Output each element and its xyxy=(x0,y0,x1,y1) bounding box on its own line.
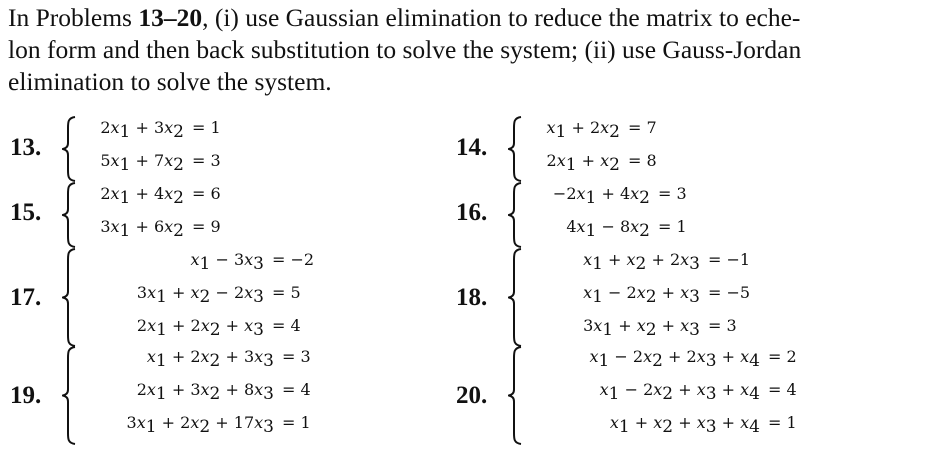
equation xyxy=(84,413,344,437)
equation-rhs: = 4 xyxy=(282,380,311,399)
equation-rhs: = 4 xyxy=(272,316,301,335)
instructions xyxy=(8,2,908,98)
equation-lhs: $-2x_1 + 4x_2$ xyxy=(552,184,650,208)
equation-lhs: $2x_1 + 3x_2$ xyxy=(100,118,184,142)
equation xyxy=(84,380,344,404)
equation-rhs: = 1 xyxy=(768,413,797,432)
equation xyxy=(530,283,770,307)
equation xyxy=(530,184,720,208)
equation-rhs: = 3 xyxy=(192,151,221,170)
equation-lhs: $3x_1 + 2x_2 + 17x_3$ xyxy=(126,413,274,437)
equation-rhs: = 3 xyxy=(658,184,687,203)
equation-rhs: = −5 xyxy=(708,283,751,302)
equation-lhs: $x_1 + 2x_2$ xyxy=(546,118,620,142)
problem-number: 18. xyxy=(456,284,488,311)
problem-number: 17. xyxy=(10,284,42,311)
equation-rhs: = 1 xyxy=(282,413,311,432)
equation-rhs: = 5 xyxy=(272,283,301,302)
equation-lhs: $x_1 + x_2 + 2x_3$ xyxy=(583,250,700,274)
problem-number: 15. xyxy=(10,199,42,226)
equation xyxy=(84,250,334,274)
equation-rhs: = 3 xyxy=(708,316,737,335)
instruction-line-1: In Problems 13–20, (i) use Gaussian elimination to reduce the matrix to eche- xyxy=(8,3,801,32)
equation xyxy=(84,118,254,142)
equation xyxy=(530,347,830,371)
equation xyxy=(84,151,254,175)
left-brace xyxy=(508,346,522,445)
equation xyxy=(84,347,344,371)
equation-lhs: $3x_1 + x_2 + x_3$ xyxy=(583,316,700,340)
equation xyxy=(84,217,254,241)
problem-number: 20. xyxy=(456,382,488,409)
equation-rhs: = 6 xyxy=(192,184,221,203)
equation-rhs: = 2 xyxy=(768,347,797,366)
problem-number: 19. xyxy=(10,382,42,409)
equation-lhs: $5x_1 + 7x_2$ xyxy=(100,151,184,175)
problem-number: 13. xyxy=(10,134,42,161)
equation-lhs: $x_1 - 2x_2 + 2x_3 + x_4$ xyxy=(589,347,760,371)
equation xyxy=(530,250,770,274)
left-brace xyxy=(508,248,522,347)
equation-lhs: $3x_1 + x_2 - 2x_3$ xyxy=(136,283,264,307)
equation-rhs: = −1 xyxy=(708,250,751,269)
equation-rhs: = −2 xyxy=(272,250,315,269)
equation xyxy=(530,151,690,175)
equation-lhs: $2x_1 + 3x_2 + 8x_3$ xyxy=(136,380,274,404)
problem-number: 16. xyxy=(456,199,488,226)
left-brace xyxy=(508,116,522,182)
equation xyxy=(530,217,720,241)
equation-rhs: = 8 xyxy=(628,151,657,170)
equation xyxy=(84,316,334,340)
equation-lhs: $x_1 + x_2 + x_3 + x_4$ xyxy=(609,413,760,437)
instruction-line-2: lon form and then back substitution to solve the system; (ii) use Gauss-Jordan xyxy=(8,35,802,64)
equation xyxy=(530,316,770,340)
equation xyxy=(84,184,254,208)
equation-lhs: $4x_1 - 8x_2$ xyxy=(566,217,650,241)
equation-lhs: $x_1 - 3x_3$ xyxy=(190,250,264,274)
equation-lhs: $3x_1 + 6x_2$ xyxy=(100,217,184,241)
equation xyxy=(530,380,830,404)
equation-rhs: = 1 xyxy=(658,217,687,236)
problem-range: 13–20 xyxy=(138,3,203,32)
equation-rhs: = 7 xyxy=(628,118,657,137)
equation-rhs: = 1 xyxy=(192,118,221,137)
instruction-line-3: elimination to solve the system. xyxy=(8,67,332,96)
left-brace xyxy=(62,248,76,347)
equation xyxy=(530,413,830,437)
equation-lhs: $x_1 - 2x_2 + x_3 + x_4$ xyxy=(599,380,760,404)
equation-lhs: $x_1 + 2x_2 + 3x_3$ xyxy=(146,347,274,371)
equation xyxy=(530,118,690,142)
left-brace xyxy=(508,182,522,248)
equation-lhs: $2x_1 + 4x_2$ xyxy=(100,184,184,208)
left-brace xyxy=(62,182,76,248)
equation-lhs: $2x_1 + x_2$ xyxy=(546,151,620,175)
equation-lhs: $x_1 - 2x_2 + x_3$ xyxy=(583,283,700,307)
equation-rhs: = 9 xyxy=(192,217,221,236)
equation xyxy=(84,283,334,307)
problem-number: 14. xyxy=(456,134,488,161)
equation-rhs: = 3 xyxy=(282,347,311,366)
equation-lhs: $2x_1 + 2x_2 + x_3$ xyxy=(136,316,264,340)
equation-rhs: = 4 xyxy=(768,380,797,399)
left-brace xyxy=(62,116,76,182)
left-brace xyxy=(62,346,76,445)
